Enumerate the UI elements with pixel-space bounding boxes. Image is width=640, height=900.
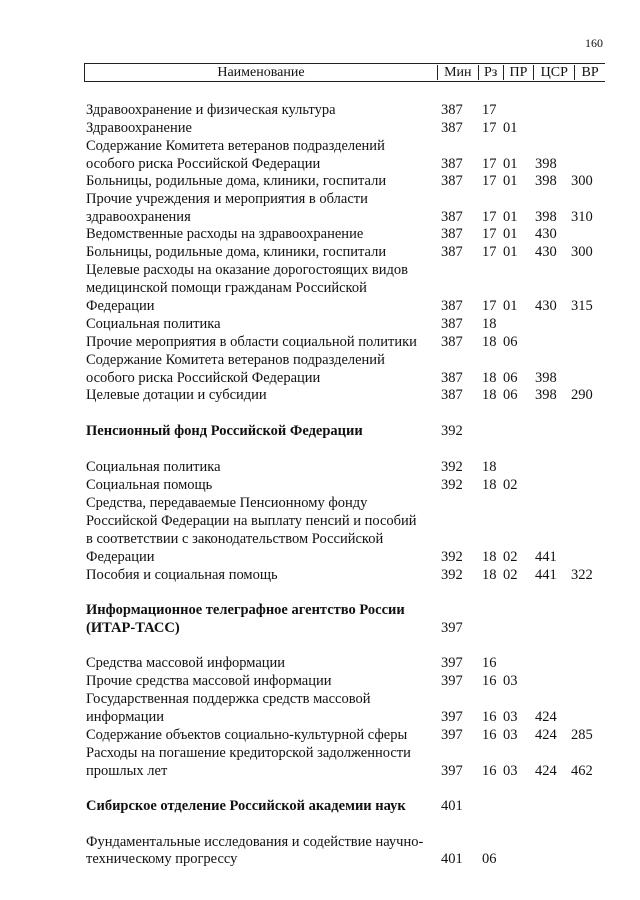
cell-pr: 01 xyxy=(503,156,518,172)
row-name: здравоохранения xyxy=(86,209,191,225)
cell-pr: 03 xyxy=(503,673,518,689)
row-name: Прочие средства массовой информации xyxy=(86,673,332,689)
section-heading: Информационное телеграфное агентство России xyxy=(86,602,405,618)
row-name: Государственная поддержка средств массовой xyxy=(86,691,371,707)
table-row xyxy=(0,137,640,155)
cell-csr: 398 xyxy=(535,387,557,403)
cell-csr: 441 xyxy=(535,549,557,565)
cell-rz: 17 xyxy=(482,226,497,242)
table-row xyxy=(0,726,640,744)
cell-csr: 424 xyxy=(535,709,557,725)
page-number: 160 xyxy=(585,36,603,50)
cell-pr: 01 xyxy=(503,244,518,260)
table-row xyxy=(0,315,640,333)
cell-min: 397 xyxy=(441,620,463,636)
cell-min: 392 xyxy=(441,423,463,439)
cell-csr: 398 xyxy=(535,209,557,225)
cell-csr: 430 xyxy=(535,226,557,242)
table-row xyxy=(0,690,640,708)
cell-csr: 430 xyxy=(535,244,557,260)
table-row xyxy=(0,297,640,315)
section-heading-row xyxy=(0,619,640,637)
cell-min: 387 xyxy=(441,334,463,350)
cell-rz: 06 xyxy=(482,851,497,867)
cell-pr: 03 xyxy=(503,709,518,725)
row-name: Прочие мероприятия в области социальной политики xyxy=(86,334,417,350)
cell-rz: 18 xyxy=(482,387,497,403)
cell-rz: 18 xyxy=(482,477,497,493)
row-name: особого риска Российской Федерации xyxy=(86,156,321,172)
table-row xyxy=(0,333,640,351)
cell-min: 392 xyxy=(441,567,463,583)
table-row xyxy=(0,172,640,190)
table-row xyxy=(0,225,640,243)
row-name: Федерации xyxy=(86,549,155,565)
row-name: техническому прогрессу xyxy=(86,851,238,867)
cell-pr: 01 xyxy=(503,120,518,136)
cell-min: 401 xyxy=(441,851,463,867)
table-row xyxy=(0,458,640,476)
cell-rz: 18 xyxy=(482,567,497,583)
cell-rz: 16 xyxy=(482,709,497,725)
cell-vr: 300 xyxy=(571,173,593,189)
cell-vr: 300 xyxy=(571,244,593,260)
cell-min: 397 xyxy=(441,655,463,671)
table-row xyxy=(0,279,640,297)
cell-pr: 01 xyxy=(503,173,518,189)
cell-rz: 18 xyxy=(482,370,497,386)
cell-csr: 424 xyxy=(535,727,557,743)
table-row xyxy=(0,654,640,672)
cell-rz: 16 xyxy=(482,727,497,743)
cell-rz: 17 xyxy=(482,173,497,189)
column-header-vr: ВР xyxy=(574,65,605,80)
cell-pr: 01 xyxy=(503,226,518,242)
cell-vr: 285 xyxy=(571,727,593,743)
table-row xyxy=(0,566,640,584)
table-row xyxy=(0,243,640,261)
row-name: прошлых лет xyxy=(86,763,168,779)
cell-rz: 16 xyxy=(482,655,497,671)
cell-min: 397 xyxy=(441,727,463,743)
cell-pr: 06 xyxy=(503,334,518,350)
section-heading-row xyxy=(0,797,640,815)
row-name: Больницы, родильные дома, клиники, госпитали xyxy=(86,244,387,260)
cell-min: 397 xyxy=(441,709,463,725)
row-name: Федерации xyxy=(86,298,155,314)
cell-min: 397 xyxy=(441,673,463,689)
cell-min: 387 xyxy=(441,156,463,172)
table-row xyxy=(0,101,640,119)
table-row xyxy=(0,261,640,279)
row-name: Целевые дотации и субсидии xyxy=(86,387,267,403)
row-name: Социальная политика xyxy=(86,459,221,475)
cell-min: 392 xyxy=(441,477,463,493)
row-name: особого риска Российской Федерации xyxy=(86,370,321,386)
table-row xyxy=(0,119,640,137)
cell-rz: 17 xyxy=(482,156,497,172)
cell-csr: 430 xyxy=(535,298,557,314)
table-row xyxy=(0,494,640,512)
cell-min: 387 xyxy=(441,209,463,225)
cell-pr: 01 xyxy=(503,298,518,314)
row-name: медицинской помощи гражданам Российской xyxy=(86,280,367,296)
row-name: Ведомственные расходы на здравоохранение xyxy=(86,226,364,242)
cell-min: 392 xyxy=(441,549,463,565)
row-name: Российской Федерации на выплату пенсий и пособий xyxy=(86,513,417,529)
row-name: Средства массовой информации xyxy=(86,655,286,671)
cell-min: 397 xyxy=(441,763,463,779)
section-heading: Сибирское отделение Российской академии наук xyxy=(86,798,406,814)
row-name: Средства, передаваемые Пенсионному фонду xyxy=(86,495,368,511)
cell-min: 387 xyxy=(441,244,463,260)
cell-rz: 17 xyxy=(482,102,497,118)
cell-min: 401 xyxy=(441,798,463,814)
cell-rz: 16 xyxy=(482,763,497,779)
cell-pr: 03 xyxy=(503,763,518,779)
table-row xyxy=(0,548,640,566)
cell-csr: 441 xyxy=(535,567,557,583)
cell-vr: 322 xyxy=(571,567,593,583)
cell-min: 387 xyxy=(441,226,463,242)
column-header-min: Мин xyxy=(437,65,478,80)
table-row xyxy=(0,708,640,726)
cell-min: 392 xyxy=(441,459,463,475)
cell-rz: 17 xyxy=(482,209,497,225)
cell-rz: 18 xyxy=(482,316,497,332)
table-row xyxy=(0,351,640,369)
table-row xyxy=(0,369,640,387)
section-heading: (ИТАР-ТАСС) xyxy=(86,620,180,636)
column-header-pr: ПР xyxy=(503,65,534,80)
cell-rz: 18 xyxy=(482,334,497,350)
table-row xyxy=(0,155,640,173)
cell-rz: 18 xyxy=(482,459,497,475)
table-row xyxy=(0,386,640,404)
cell-vr: 315 xyxy=(571,298,593,314)
table-row xyxy=(0,476,640,494)
row-name: Здравоохранение и физическая культура xyxy=(86,102,336,118)
column-header-name: Наименование xyxy=(217,65,305,80)
cell-pr: 02 xyxy=(503,567,518,583)
cell-vr: 290 xyxy=(571,387,593,403)
cell-rz: 17 xyxy=(482,120,497,136)
cell-vr: 462 xyxy=(571,763,593,779)
section-heading-row xyxy=(0,601,640,619)
cell-csr: 398 xyxy=(535,156,557,172)
column-header-csr: ЦСР xyxy=(533,65,574,80)
cell-min: 387 xyxy=(441,120,463,136)
table-row xyxy=(0,208,640,226)
cell-min: 387 xyxy=(441,316,463,332)
table-row xyxy=(0,530,640,548)
row-name: Больницы, родильные дома, клиники, госпитали xyxy=(86,173,387,189)
row-name: Целевые расходы на оказание дорогостоящих видов xyxy=(86,262,408,278)
table-row xyxy=(0,672,640,690)
row-name: Социальная политика xyxy=(86,316,221,332)
row-name: Расходы на погашение кредиторской задолженности xyxy=(86,745,411,761)
cell-min: 387 xyxy=(441,370,463,386)
cell-min: 387 xyxy=(441,298,463,314)
cell-pr: 06 xyxy=(503,370,518,386)
section-heading-row xyxy=(0,422,640,440)
cell-min: 387 xyxy=(441,387,463,403)
cell-pr: 03 xyxy=(503,727,518,743)
cell-vr: 310 xyxy=(571,209,593,225)
cell-rz: 17 xyxy=(482,244,497,260)
cell-csr: 398 xyxy=(535,370,557,386)
table-row xyxy=(0,833,640,851)
row-name: Содержание объектов социально-культурной сферы xyxy=(86,727,408,743)
cell-rz: 17 xyxy=(482,298,497,314)
row-name: Социальная помощь xyxy=(86,477,213,493)
row-name: Пособия и социальная помощь xyxy=(86,567,278,583)
column-header-rz: Рз xyxy=(478,65,503,80)
row-name: информации xyxy=(86,709,164,725)
cell-pr: 02 xyxy=(503,477,518,493)
cell-rz: 18 xyxy=(482,549,497,565)
table-row xyxy=(0,762,640,780)
table-header xyxy=(84,63,605,82)
row-name: Содержание Комитета ветеранов подразделений xyxy=(86,138,385,154)
row-name: в соответствии с законодательством Российской xyxy=(86,531,384,547)
section-heading: Пенсионный фонд Российской Федерации xyxy=(86,423,363,439)
cell-pr: 01 xyxy=(503,209,518,225)
cell-csr: 424 xyxy=(535,763,557,779)
cell-min: 387 xyxy=(441,173,463,189)
row-name: Прочие учреждения и мероприятия в области xyxy=(86,191,368,207)
table-row xyxy=(0,744,640,762)
cell-rz: 16 xyxy=(482,673,497,689)
row-name: Содержание Комитета ветеранов подразделений xyxy=(86,352,385,368)
row-name: Фундаментальные исследования и содействие научно- xyxy=(86,834,424,850)
cell-csr: 398 xyxy=(535,173,557,189)
table-row xyxy=(0,190,640,208)
cell-pr: 06 xyxy=(503,387,518,403)
cell-min: 387 xyxy=(441,102,463,118)
cell-pr: 02 xyxy=(503,549,518,565)
table-row xyxy=(0,512,640,530)
row-name: Здравоохранение xyxy=(86,120,192,136)
table-row xyxy=(0,850,640,868)
